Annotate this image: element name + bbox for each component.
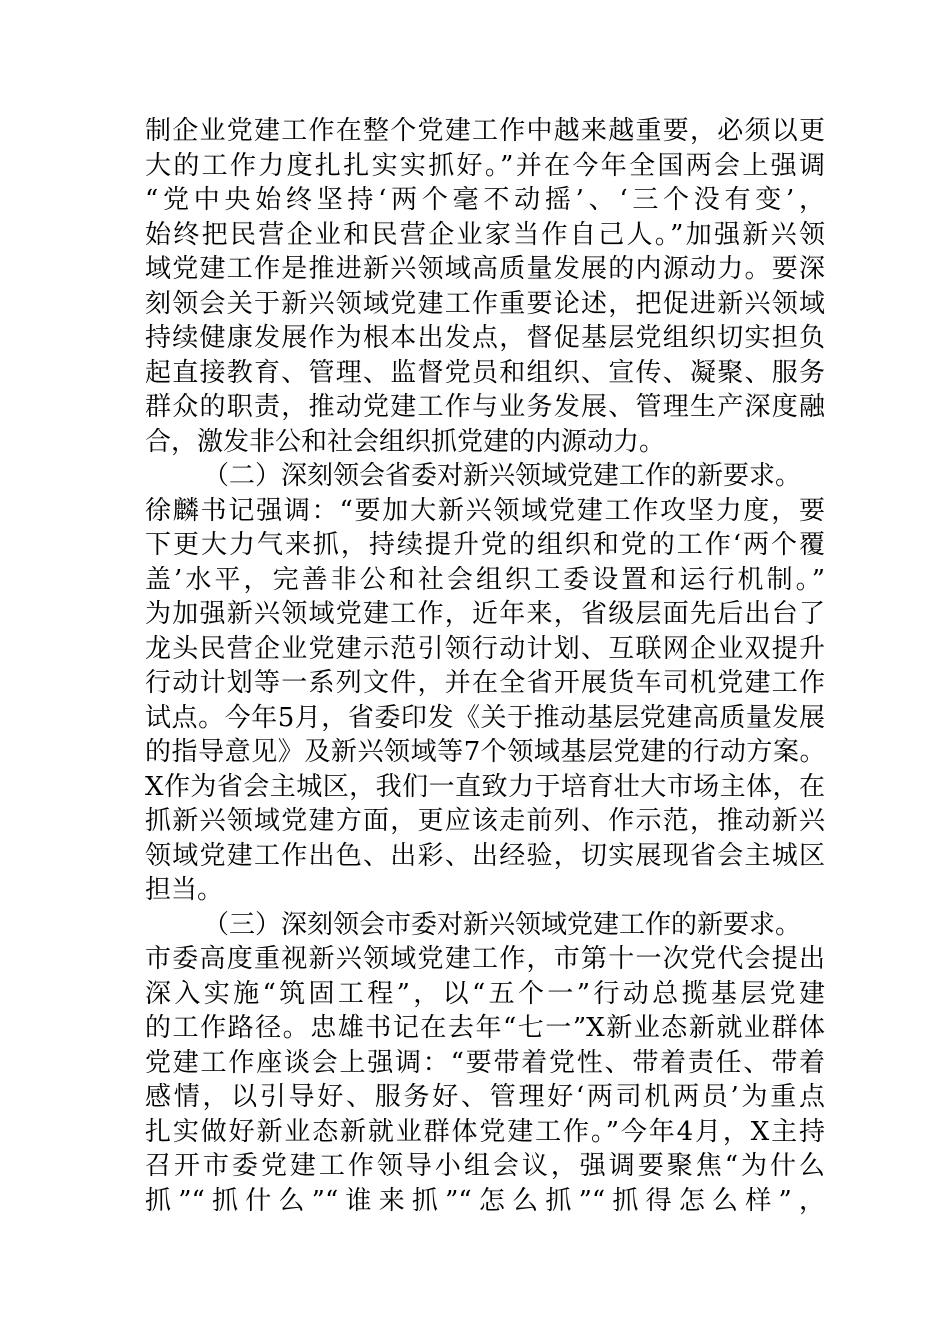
text-line: 群众的职责，推动党建工作与业务发展、管理生产深度融 <box>145 392 825 422</box>
text-line: 龙头民营企业党建示范引领行动计划、互联网企业双提升 <box>145 633 825 664</box>
text-line: 的工作路径。忠雄书记在去年“七一”X新业态新就业群体 <box>145 1013 825 1043</box>
text-line: 制企业党建工作在整个党建工作中越来越重要，必须以更 <box>145 116 825 146</box>
text-line: 下更大力气来抓，持续提升党的组织和党的工作‘两个覆 <box>145 530 825 560</box>
text-line: 抓新兴领域党建方面，更应该走前列、作示范，推动新兴 <box>145 806 825 836</box>
text-line: 的指导意见》及新兴领域等7个领域基层党建的行动方案。 <box>145 737 825 767</box>
text-line: 领域党建工作出色、出彩、出经验，切实展现省会主城区 <box>145 840 825 871</box>
text-line: 担当。 <box>145 875 224 905</box>
text-line: 试点。今年5月，省委印发《关于推动基层党建高质量发展 <box>145 702 825 733</box>
text-line: 合，激发非公和社会组织抓党建的内源动力。 <box>145 426 666 457</box>
text-line: 市委高度重视新兴领域党建工作，市第十一次党代会提出 <box>145 944 825 974</box>
text-line: 徐麟书记强调：“要加大新兴领域党建工作攻坚力度，要 <box>145 495 825 526</box>
text-line: 感情，以引导好、服务好、管理好‘两司机两员’为重点 <box>145 1082 825 1112</box>
text-line: 召开市委党建工作领导小组会议，强调要聚焦“为什么 <box>145 1151 825 1181</box>
text-line: 起直接教育、管理、监督党员和组织、宣传、凝聚、服务 <box>145 357 825 388</box>
text-line: “党中央始终坚持‘两个毫不动摇’、‘三个没有变’， <box>145 185 825 215</box>
body-text <box>145 114 825 1218</box>
text-line: 抓”“抓什么”“谁来抓”“怎么抓”“抓得怎么样”， <box>145 1185 825 1216</box>
text-line: 盖’水平，完善非公和社会组织工委设置和运行机制。” <box>145 564 825 595</box>
text-line: 大的工作力度扎扎实实抓好。”并在今年全国两会上强调 <box>145 150 825 181</box>
text-line: 扎实做好新业态新就业群体党建工作。”今年4月，X主持 <box>145 1116 825 1147</box>
text-line: 始终把民营企业和民营企业家当作自己人。”加强新兴领 <box>145 219 825 250</box>
text-line: 党建工作座谈会上强调：“要带着党性、带着责任、带着 <box>145 1047 825 1078</box>
text-line: 持续健康发展作为根本出发点，督促基层党组织切实担负 <box>145 323 825 353</box>
text-line: 行动计划等一系列文件，并在全省开展货车司机党建工作 <box>145 668 825 698</box>
section-heading: （二）深刻领会省委对新兴领域党建工作的新要求。 <box>203 461 802 491</box>
text-line: X作为省会主城区，我们一直致力于培育壮大市场主体，在 <box>145 771 825 802</box>
section-heading: （三）深刻领会市委对新兴领域党建工作的新要求。 <box>203 909 802 940</box>
text-line: 域党建工作是推进新兴领域高质量发展的内源动力。要深 <box>145 254 825 284</box>
text-line: 深入实施“筑固工程”，以“五个一”行动总揽基层党建 <box>145 978 825 1009</box>
text-line: 刻领会关于新兴领域党建工作重要论述，把促进新兴领域 <box>145 288 825 319</box>
text-line: 为加强新兴领域党建工作，近年来，省级层面先后出台了 <box>145 599 825 629</box>
